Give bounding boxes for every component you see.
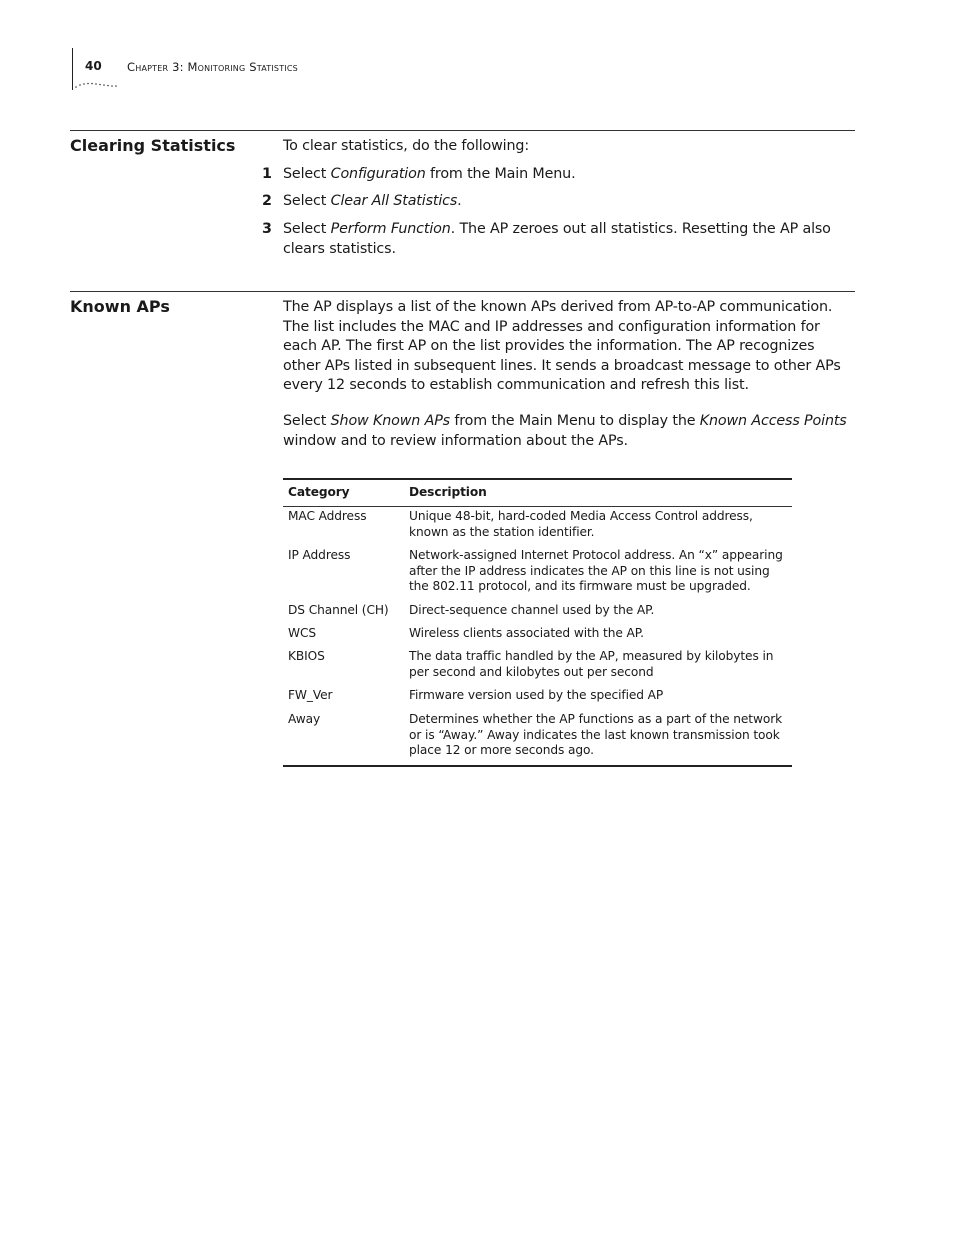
table-row (283, 712, 792, 759)
table-cell-description: Determines whether the AP functions as a part of the network or is “Away.” Away indicates the last known transmission took place 12 or more seconds ago. (409, 712, 783, 758)
column-header-description: Description (409, 485, 487, 500)
table-cell-description: Wireless clients associated with the AP. (409, 626, 644, 640)
table-row (283, 626, 792, 649)
step-number: 3 (262, 221, 272, 237)
table-cell-category: KBIOS (288, 649, 325, 663)
known-aps-table (283, 478, 792, 767)
known-aps-instructions: Select Show Known APs from the Main Menu to display the Known Access Points window and to review information about the APs. (283, 413, 847, 449)
table-header (283, 480, 792, 507)
step-text: Select Clear All Statistics. (283, 193, 462, 209)
table-row (283, 649, 792, 688)
step-number: 2 (262, 193, 272, 209)
table-row (283, 509, 792, 548)
table-cell-description: Direct-sequence channel used by the AP. (409, 603, 655, 617)
section-title-known-aps: Known APs (70, 297, 170, 316)
known-aps-paragraph: The AP displays a list of the known APs derived from AP-to-AP communication. The list includes the MAC and IP addresses and configuration information for each AP. The first AP on the list provides the information. The AP recognizes other APs listed in subsequent lines. It sends a broadcast message to other APs every 12 seconds to establish communication and refresh this list. (283, 299, 841, 393)
step-number: 1 (262, 166, 272, 182)
table-body (283, 507, 792, 765)
table-cell-category: FW_Ver (288, 688, 333, 702)
table-cell-description: The data traffic handled by the AP, measured by kilobytes in per second and kilobytes out per second (409, 649, 774, 679)
table-cell-category: MAC Address (288, 509, 367, 523)
chapter-title: Chapter 3: Monitoring Statistics (127, 60, 298, 74)
section-divider (70, 291, 855, 292)
page-number: 40 (85, 59, 102, 73)
table-row (283, 688, 792, 712)
page-number-box (72, 48, 115, 90)
table-cell-category: IP Address (288, 548, 351, 562)
table-cell-description: Network-assigned Internet Protocol address. An “x” appearing after the IP address indicates the AP on this line is not using the 802.11 protocol, and its firmware must be upgraded. (409, 548, 783, 594)
page-header (72, 48, 372, 92)
step-text: Select Configuration from the Main Menu. (283, 166, 576, 182)
table-row (283, 548, 792, 603)
table-cell-category: Away (288, 712, 321, 726)
step-text: Select Perform Function. The AP zeroes out all statistics. Resetting the AP also clears statistics. (283, 221, 831, 257)
table-cell-description: Unique 48-bit, hard-coded Media Access Control address, known as the station identifier. (409, 509, 753, 539)
clearing-intro: To clear statistics, do the following: (283, 138, 529, 154)
table-cell-category: DS Channel (CH) (288, 603, 389, 617)
section-title-clearing-statistics: Clearing Statistics (70, 136, 236, 155)
section-divider (70, 130, 855, 131)
dotted-ornament-icon (75, 77, 117, 89)
table-row (283, 603, 792, 626)
column-header-category: Category (288, 485, 350, 500)
table-cell-description: Firmware version used by the specified AP (409, 688, 664, 702)
table-cell-category: WCS (288, 626, 316, 640)
